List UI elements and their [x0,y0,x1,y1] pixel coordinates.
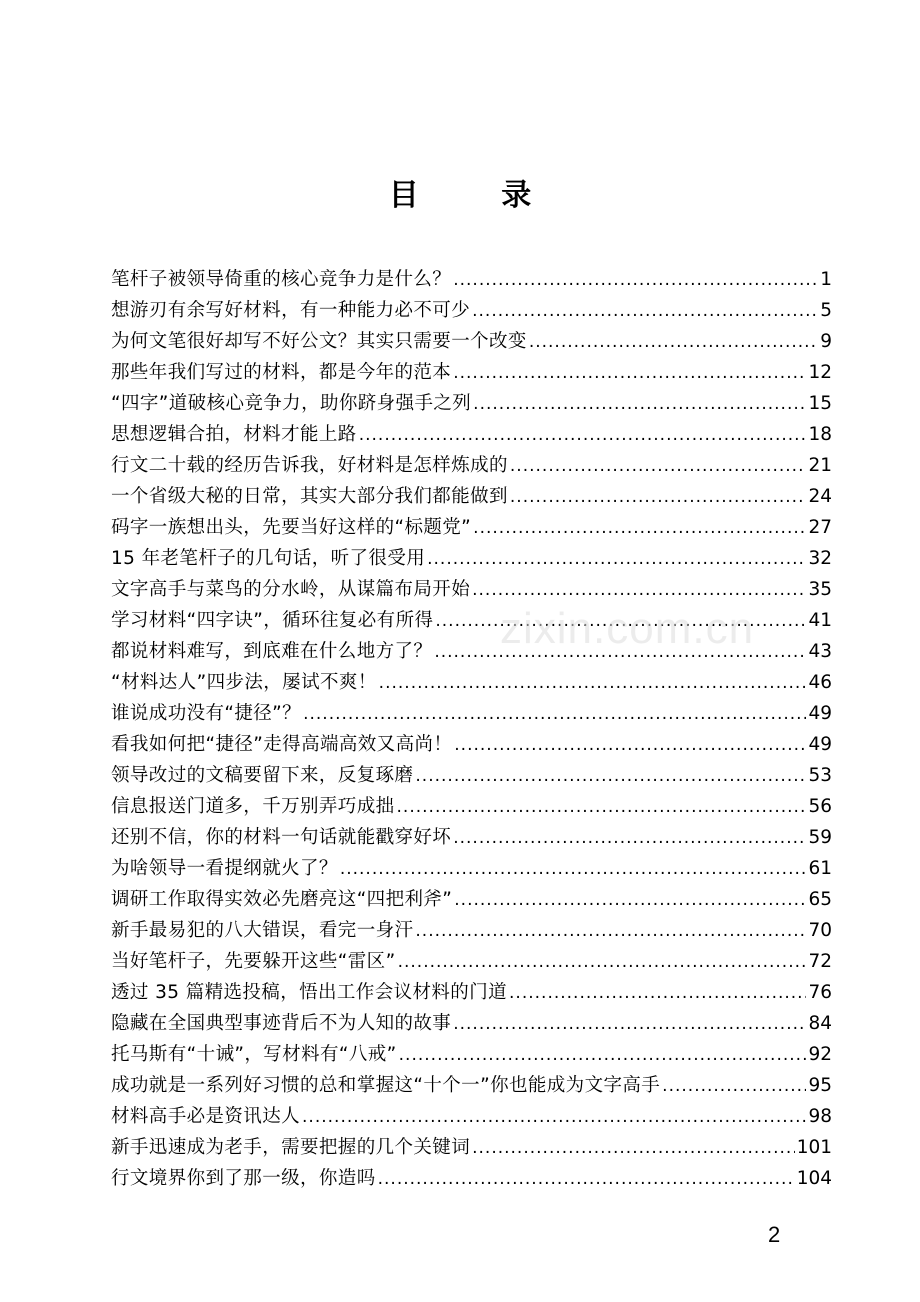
toc-entry-page-number: 61 [808,858,832,879]
toc-entry[interactable] [111,636,832,667]
dot-leader [453,823,806,854]
toc-entry-page-number: 98 [808,1106,832,1127]
toc-entry-title: 透过 35 篇精选投稿，悟出工作会议材料的门道 [111,982,508,1003]
toc-entry-page-number: 21 [808,455,832,476]
toc-entry-title: 领导改过的文稿要留下来，反复琢磨 [111,765,414,786]
toc-entry-title: 看我如何把“捷径”走得高端高效又高尚！ [111,734,453,755]
toc-entry[interactable] [111,946,832,977]
toc-entry-page-number: 59 [808,827,832,848]
dot-leader [454,885,806,916]
toc-entry[interactable] [111,1132,832,1163]
toc-entry[interactable] [111,698,832,729]
toc-entry-title: 谁说成功没有“捷径”？ [111,703,302,724]
toc-entry[interactable] [111,295,832,326]
toc-heading: 目 录 [388,178,568,213]
toc-entry-page-number: 1 [820,269,832,290]
toc-entry-page-number: 27 [808,517,832,538]
toc-entry-title: 那些年我们写过的材料，都是今年的范本 [111,362,452,383]
dot-leader [473,389,806,420]
toc-entry-page-number: 56 [808,796,832,817]
dot-leader [415,761,806,792]
table-of-contents [111,264,832,1194]
toc-entry[interactable] [111,977,832,1008]
toc-entry-title: “材料达人”四步法，屡试不爽！ [111,672,377,693]
toc-entry[interactable] [111,729,832,760]
toc-entry-title: “四字”道破核心竞争力，助你跻身强手之列 [111,393,472,414]
toc-entry[interactable] [111,512,832,543]
toc-entry-title: 行文二十载的经历告诉我，好材料是怎样炼成的 [111,455,508,476]
dot-leader [662,1071,806,1102]
toc-entry-title: 学习材料“四字诀”，循环往复必有所得 [111,610,434,631]
toc-entry[interactable] [111,574,832,605]
dot-leader [509,978,806,1009]
toc-entry[interactable] [111,760,832,791]
dot-leader [453,265,818,296]
dot-leader [398,947,807,978]
dot-leader [510,451,807,482]
toc-entry[interactable] [111,853,832,884]
toc-entry-title: 为啥领导一看提纲就火了？ [111,858,338,879]
toc-entry-page-number: 5 [820,300,832,321]
toc-entry[interactable] [111,481,832,512]
toc-entry-page-number: 104 [796,1168,832,1189]
dot-leader [473,513,806,544]
toc-entry-page-number: 49 [808,703,832,724]
toc-entry-page-number: 53 [808,765,832,786]
toc-entry-title: 还别不信，你的材料一句话就能戳穿好坏 [111,827,452,848]
toc-entry[interactable] [111,1039,832,1070]
toc-entry-page-number: 72 [808,951,832,972]
toc-entry-title: 当好笔杆子，先要躲开这些“雷区” [111,951,396,972]
dot-leader [359,420,807,451]
toc-entry-page-number: 49 [808,734,832,755]
toc-entry-title: 成功就是一系列好习惯的总和掌握这“十个一”你也能成为文字高手 [111,1075,661,1096]
toc-entry-page-number: 70 [808,920,832,941]
dot-leader [472,1133,795,1164]
toc-entry[interactable] [111,1070,832,1101]
toc-entry[interactable] [111,915,832,946]
dot-leader [529,327,818,358]
toc-entry[interactable] [111,667,832,698]
toc-entry[interactable] [111,450,832,481]
dot-leader [397,792,807,823]
toc-entry-title: 新手迅速成为老手，需要把握的几个关键词 [111,1137,471,1158]
dot-leader [399,1040,807,1071]
watermark: zixin.com.cn [500,604,755,653]
toc-entry-title: 为何文笔很好却写不好公文？其实只需要一个改变 [111,331,527,352]
toc-entry-title: 15 年老笔杆子的几句话，听了很受用 [111,548,426,569]
dot-leader [510,482,807,513]
dot-leader [340,854,807,885]
toc-entry-title: 新手最易犯的八大错误，看完一身汗 [111,920,414,941]
toc-entry-page-number: 46 [808,672,832,693]
toc-entry-title: 思想逻辑合拍，材料才能上路 [111,424,357,445]
dot-leader [378,1164,795,1195]
toc-entry-page-number: 92 [808,1044,832,1065]
toc-entry[interactable] [111,791,832,822]
toc-entry-title: 都说材料难写，到底难在什么地方了？ [111,641,433,662]
toc-entry-title: 行文境界你到了那一级，你造吗 [111,1168,376,1189]
toc-entry-title: 隐藏在全国典型事迹背后不为人知的故事 [111,1013,452,1034]
dot-leader [454,730,806,761]
dot-leader [379,668,807,699]
toc-entry-page-number: 43 [808,641,832,662]
toc-entry[interactable] [111,264,832,295]
toc-entry-title: 一个省级大秘的日常，其实大部分我们都能做到 [111,486,508,507]
dot-leader [453,358,806,389]
toc-entry-title: 调研工作取得实效必先磨亮这“四把利斧” [111,889,453,910]
toc-entry[interactable] [111,1163,832,1194]
toc-entry[interactable] [111,822,832,853]
toc-entry-page-number: 18 [808,424,832,445]
toc-entry-title: 想游刃有余写好材料，有一种能力必不可少 [111,300,471,321]
toc-entry-page-number: 76 [808,982,832,1003]
toc-entry[interactable] [111,605,832,636]
dot-leader [427,544,806,575]
toc-entry-page-number: 95 [808,1075,832,1096]
toc-entry-title: 信息报送门道多，千万别弄巧成拙 [111,796,395,817]
toc-entry-title: 码字一族想出头，先要当好这样的“标题党” [111,517,472,538]
toc-entry[interactable] [111,884,832,915]
toc-entry-page-number: 41 [808,610,832,631]
dot-leader [415,916,806,947]
toc-entry-page-number: 24 [808,486,832,507]
toc-entry-title: 文字高手与菜鸟的分水岭，从谋篇布局开始 [111,579,471,600]
dot-leader [302,1102,806,1133]
toc-entry-page-number: 12 [808,362,832,383]
toc-entry-page-number: 9 [820,331,832,352]
toc-entry[interactable] [111,1101,832,1132]
toc-entry[interactable] [111,419,832,450]
dot-leader [472,296,818,327]
dot-leader [435,606,806,637]
toc-entry-page-number: 15 [808,393,832,414]
toc-entry[interactable] [111,357,832,388]
toc-entry-title: 材料高手必是资讯达人 [111,1106,301,1127]
toc-entry-page-number: 101 [796,1137,832,1158]
toc-entry-page-number: 84 [808,1013,832,1034]
dot-leader [303,699,806,730]
toc-entry[interactable] [111,1008,832,1039]
toc-entry[interactable] [111,326,832,357]
dot-leader [472,575,806,606]
page-number: 2 [768,1222,781,1242]
toc-entry-page-number: 65 [808,889,832,910]
toc-entry-title: 托马斯有“十诫”，写材料有“八戒” [111,1044,397,1065]
toc-entry-page-number: 32 [808,548,832,569]
toc-entry-page-number: 35 [808,579,832,600]
toc-entry[interactable] [111,388,832,419]
toc-entry-title: 笔杆子被领导倚重的核心竞争力是什么？ [111,269,452,290]
dot-leader [453,1009,806,1040]
toc-entry[interactable] [111,543,832,574]
dot-leader [434,637,806,668]
